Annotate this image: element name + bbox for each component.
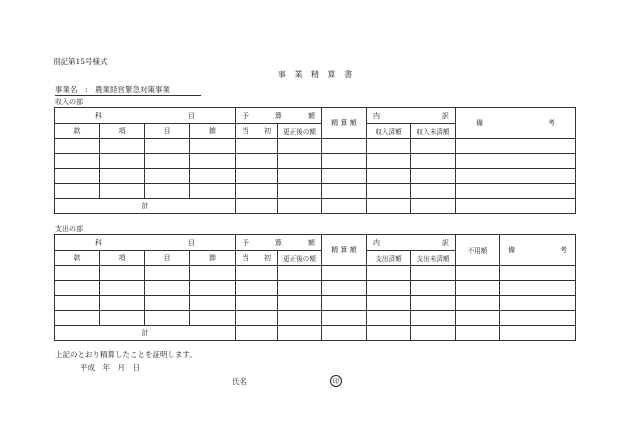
yosan-2: 算 [275,111,282,120]
expense-section-label: 支出の部 [55,225,83,233]
income-row [55,169,576,184]
tousho-2: 初 [264,254,271,262]
expense-total-label: 計 [55,326,236,341]
project-name-line: 事業名 : 農業経営緊急対策事業 [55,85,171,94]
expense-row [55,266,576,281]
income-row [55,154,576,169]
date-line: 平成 年 月 日 [80,363,140,372]
project-underline [55,95,201,96]
income-header-kamoku [55,108,236,124]
certification-statement: 上記のとおり精算したことを証明します。 [55,350,197,359]
yosan-2: 算 [275,238,282,247]
uchiwake-1: 内 [373,238,380,247]
expense-row [55,281,576,296]
income-sub-unreceived: 収入未済額 [411,124,456,139]
expense-sub-kou: 項 [100,251,145,266]
income-sub-kou: 項 [100,124,145,139]
biko-2: 考 [548,119,555,127]
income-header-biko [456,108,576,139]
expense-sub-paid: 支出済額 [367,251,411,266]
tousho-2: 初 [264,127,271,135]
kamoku-ka: 科 [95,238,102,247]
expense-table [54,234,576,341]
form-number: 別記第15号様式 [53,57,108,66]
biko-1: 備 [476,119,483,127]
income-section-label: 収入の部 [55,98,83,106]
tousho-1: 当 [242,127,249,135]
expense-row [55,296,576,311]
biko-2: 考 [560,246,567,254]
income-sub-moku: 目 [145,124,190,139]
biko-1: 備 [508,246,515,254]
expense-sub-unpaid: 支出未済額 [411,251,456,266]
yosan-1: 予 [242,111,249,120]
seal-mark: 印 [330,375,342,387]
expense-header-kamoku [55,235,236,251]
income-header-yosan [236,108,322,124]
uchiwake-2: 訳 [442,238,449,247]
income-row [55,139,576,154]
expense-total-row [55,326,576,341]
yosan-3: 額 [308,111,315,120]
income-total-row [55,199,576,214]
income-table [54,107,576,214]
uchiwake-1: 内 [373,111,380,120]
document-title: 事 業 精 算 書 [277,70,353,79]
expense-header-row-1 [55,235,576,251]
income-sub-kan: 款 [55,124,100,139]
expense-sub-tousho [236,251,278,266]
income-sub-setsu: 節 [190,124,236,139]
expense-header-biko [500,235,576,266]
expense-header-uchiwake [367,235,456,251]
kamoku-moku: 目 [188,111,195,120]
yosan-3: 額 [308,238,315,247]
expense-sub-kan: 款 [55,251,100,266]
kamoku-moku: 目 [188,238,195,247]
income-sub-received: 収入済額 [367,124,411,139]
uchiwake-2: 訳 [442,111,449,120]
income-sub-tousho [236,124,278,139]
expense-header-seisan: 精 算 額 [322,235,367,266]
income-header-seisan: 精 算 額 [322,108,367,139]
expense-header-fuyou: 不用額 [456,235,500,266]
income-header-uchiwake [367,108,456,124]
income-sub-kouseigo: 更正後の額 [278,124,322,139]
income-row [55,184,576,199]
expense-sub-kouseigo: 更正後の額 [278,251,322,266]
yosan-1: 予 [242,238,249,247]
kamoku-ka: 科 [95,111,102,120]
income-header-row-1 [55,108,576,124]
tousho-1: 当 [242,254,249,262]
income-total-label: 計 [55,199,236,214]
expense-sub-setsu: 節 [190,251,236,266]
name-label: 氏名 [232,377,247,386]
expense-row [55,311,576,326]
expense-sub-moku: 目 [145,251,190,266]
expense-header-yosan [236,235,322,251]
